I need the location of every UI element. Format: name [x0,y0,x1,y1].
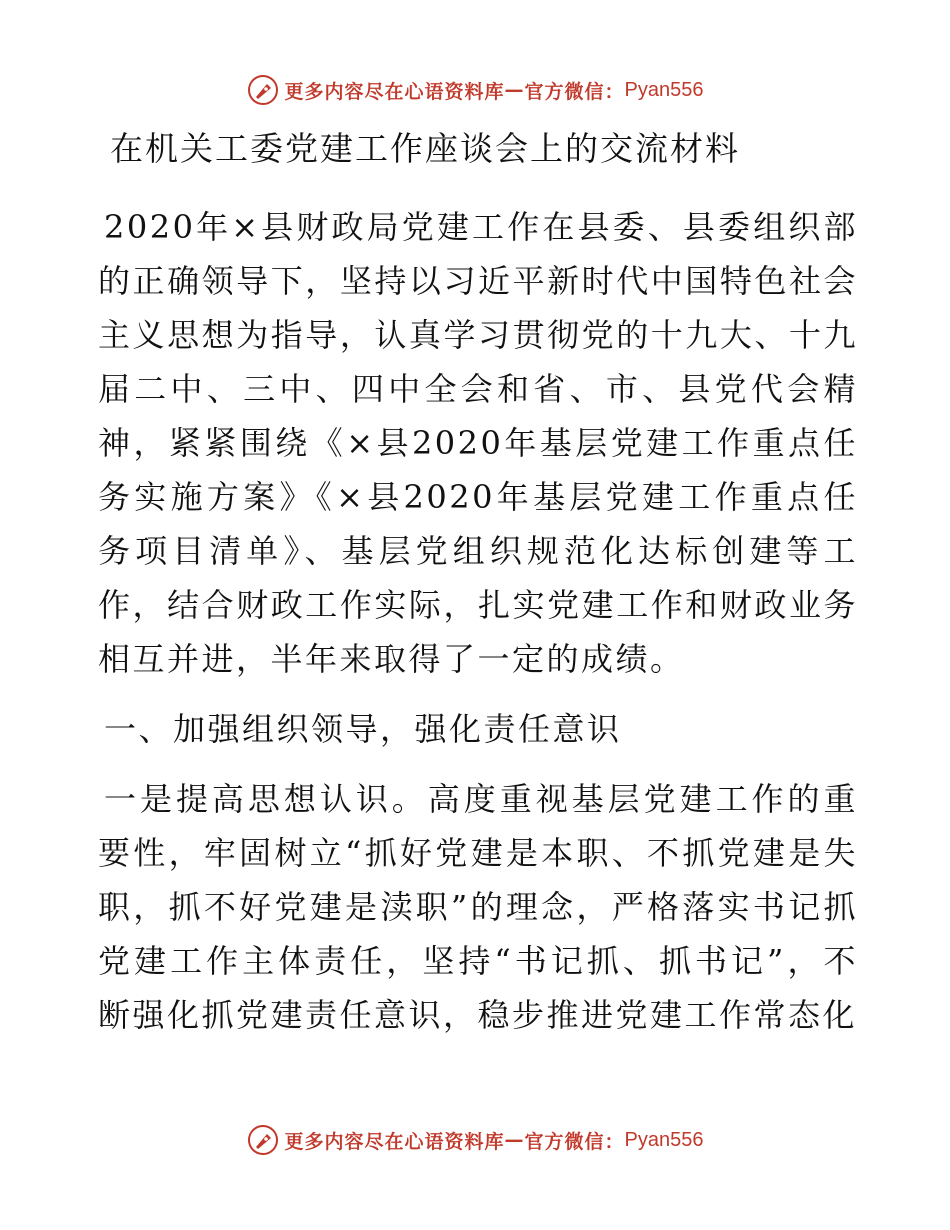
watermark-wechat-id: Pyan556 [624,78,704,101]
section-1-paragraph: 一是提高思想认识。高度重视基层党建工作的重要性，牢固树立“抓好党建是本职、不抓党建是失职，抓不好党建是渎职”的理念，严格落实书记抓党建工作主体责任，坚持“书记抓、抓书记”，不断强化抓党建责任意识，稳步推进党建工作常态化 [98,780,858,1034]
watermark-sub-text: 官方微信： [524,1130,625,1153]
document-title: 在机关工委党建工作座谈会上的交流材料 [110,129,740,168]
pen-nib-logo-icon [247,74,279,106]
watermark-dash: — [504,79,525,101]
watermark-sub-text: 官方微信： [524,80,625,103]
section-heading-1: 一、加强组织领导，强化责任意识 [104,710,622,748]
watermark-footer [0,1120,950,1160]
watermark-dash: — [504,1129,525,1151]
watermark-wechat-id: Pyan556 [624,1128,704,1151]
watermark-main-text: 更多内容尽在心语资料库 [284,80,505,103]
document-body [98,126,858,1042]
watermark-main-text: 更多内容尽在心语资料库 [284,1130,505,1153]
pen-nib-logo-icon [247,1124,279,1156]
intro-paragraph: 2020年×县财政局党建工作在县委、县委组织部的正确领导下，坚持以习近平新时代中国特色社会主义思想为指导，认真学习贯彻党的十九大、十九届二中、三中、四中全会和省、市、县党代会精神，紧紧围绕《×县2020年基层党建工作重点任务实施方案》《×县2020年基层党建工作重点任务项目清单》、基层党组织规范化达标创建等工作，结合财政工作实际，扎实党建工作和财政业务相互并进，半年来取得了一定的成绩。 [98,208,858,678]
watermark-header [0,70,950,110]
